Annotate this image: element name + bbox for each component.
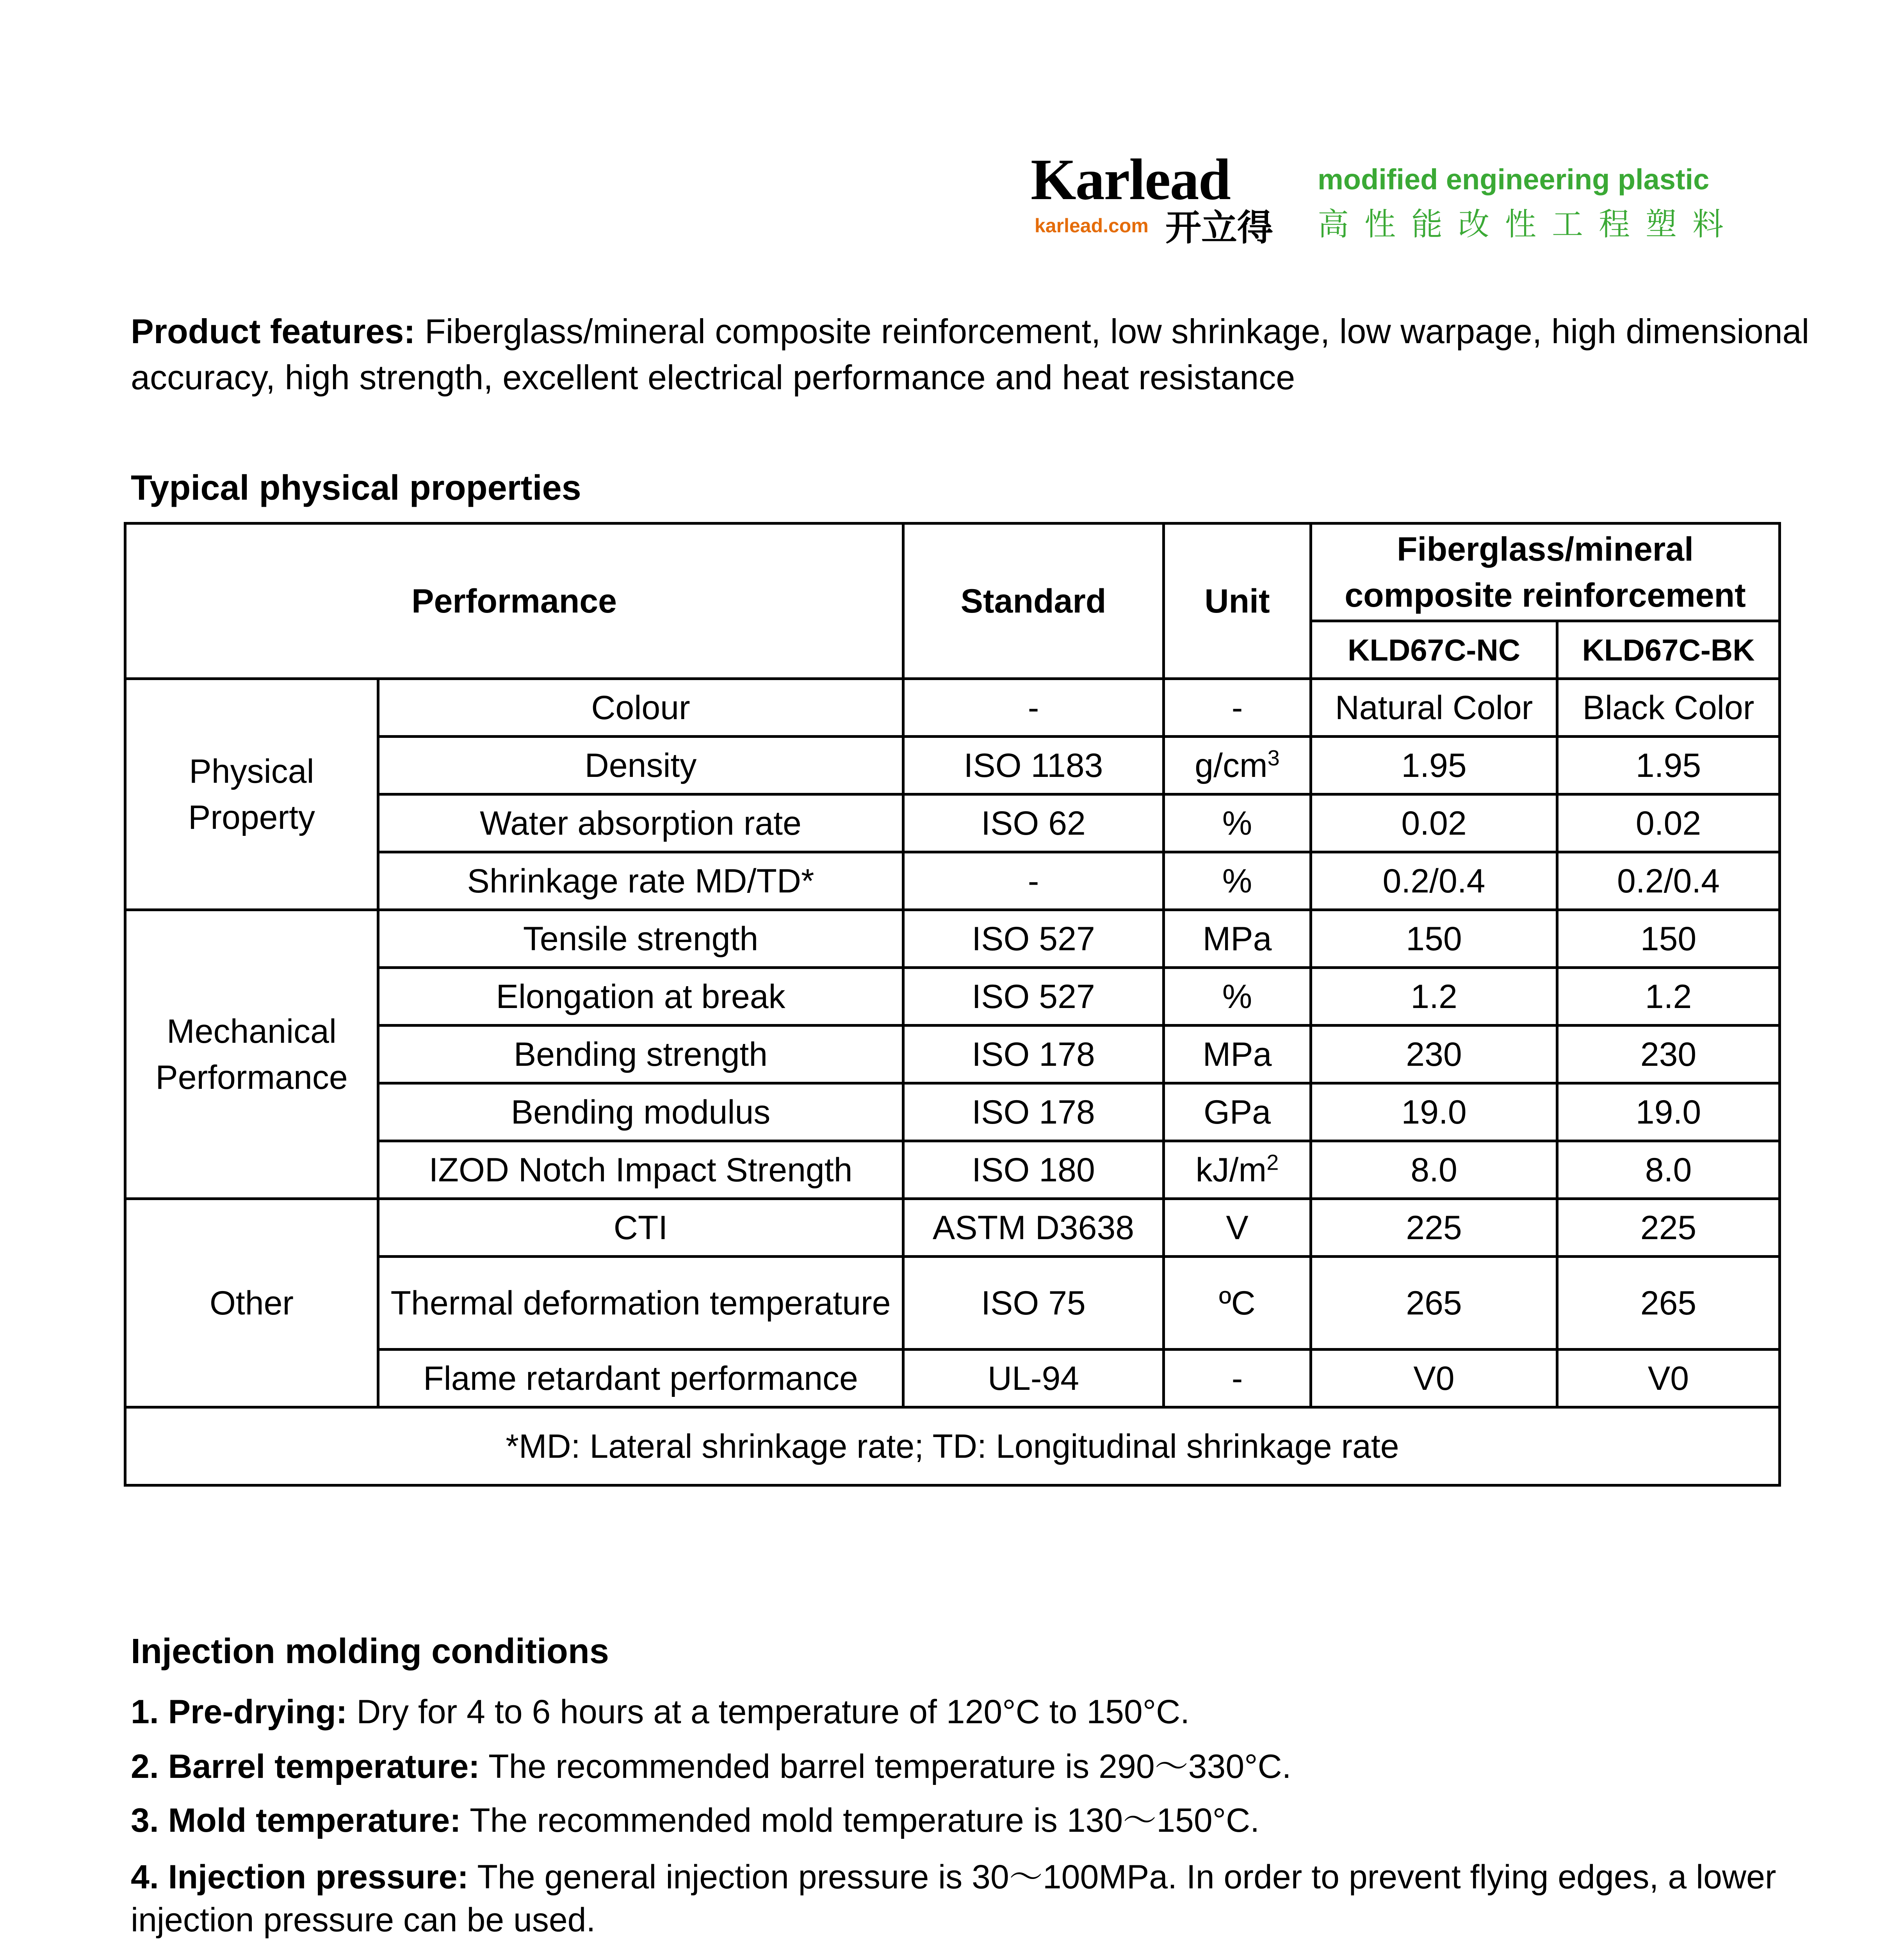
condition-text: The recommended barrel temperature is 290～330°C.: [479, 1748, 1291, 1785]
value-grade-2: Black Color: [1557, 679, 1780, 737]
value-grade-2: 230: [1557, 1026, 1780, 1083]
condition-item: [131, 1745, 1810, 1788]
unit-cell: [1164, 1141, 1311, 1199]
unit-text: GPa: [1203, 1093, 1271, 1131]
unit-cell: [1164, 910, 1311, 968]
value-grade-2: 19.0: [1557, 1083, 1780, 1141]
value-grade-2: 0.02: [1557, 794, 1780, 852]
value-grade-1: 265: [1311, 1257, 1557, 1350]
standard-cell: -: [903, 679, 1164, 737]
value-grade-2: 265: [1557, 1257, 1780, 1350]
standard-cell: ISO 527: [903, 910, 1164, 968]
unit-cell: [1164, 1026, 1311, 1083]
header-grade-1: KLD67C-NC: [1311, 621, 1557, 679]
unit-superscript: 3: [1267, 745, 1280, 770]
brand-name: Karlead: [1031, 147, 1230, 212]
table-row: [125, 1199, 1780, 1257]
value-grade-1: 1.95: [1311, 737, 1557, 794]
value-grade-1: 0.2/0.4: [1311, 852, 1557, 910]
unit-text: %: [1222, 804, 1252, 842]
value-grade-1: 0.02: [1311, 794, 1557, 852]
property-cell: Flame retardant performance: [378, 1350, 903, 1407]
features-label: Product features:: [131, 312, 415, 351]
condition-item: [131, 1690, 1810, 1733]
condition-label: 4. Injection pressure:: [131, 1858, 469, 1896]
property-cell: Bending modulus: [378, 1083, 903, 1141]
product-features: [131, 308, 1810, 401]
property-cell: Colour: [378, 679, 903, 737]
unit-cell: [1164, 1257, 1311, 1350]
table-row: [125, 679, 1780, 737]
property-cell: Shrinkage rate MD/TD*: [378, 852, 903, 910]
property-cell: IZOD Notch Impact Strength: [378, 1141, 903, 1199]
standard-cell: ISO 527: [903, 968, 1164, 1026]
unit-text: -: [1231, 1359, 1243, 1397]
value-grade-1: 1.2: [1311, 968, 1557, 1026]
condition-label: 1. Pre-drying:: [131, 1693, 347, 1731]
table-footnote: *MD: Lateral shrinkage rate; TD: Longitudinal shrinkage rate: [125, 1407, 1780, 1485]
property-cell: Tensile strength: [378, 910, 903, 968]
condition-text: Dry for 4 to 6 hours at a temperature of 120°C to 150°C.: [347, 1693, 1190, 1731]
value-grade-1: V0: [1311, 1350, 1557, 1407]
unit-cell: [1164, 737, 1311, 794]
value-grade-2: 1.95: [1557, 737, 1780, 794]
value-grade-2: 8.0: [1557, 1141, 1780, 1199]
group-label: Mechanical Performance: [125, 910, 378, 1199]
value-grade-2: 0.2/0.4: [1557, 852, 1780, 910]
unit-cell: [1164, 968, 1311, 1026]
standard-cell: ISO 178: [903, 1026, 1164, 1083]
unit-cell: [1164, 852, 1311, 910]
brand-logo: [1031, 147, 1753, 249]
value-grade-2: 225: [1557, 1199, 1780, 1257]
property-cell: Elongation at break: [378, 968, 903, 1026]
conditions-title: Injection molding conditions: [131, 1632, 609, 1671]
group-label: Other: [125, 1199, 378, 1407]
unit-text: g/cm: [1195, 746, 1268, 784]
unit-text: %: [1222, 862, 1252, 900]
brand-website: karlead.com: [1035, 215, 1149, 237]
features-text: Fiberglass/mineral composite reinforcement, low shrinkage, low warpage, high dimensional accuracy, high strength, excellent electrical performance and heat resistance: [131, 312, 1810, 397]
property-cell: Bending strength: [378, 1026, 903, 1083]
unit-cell: [1164, 679, 1311, 737]
unit-superscript: 2: [1266, 1149, 1279, 1174]
header-unit: Unit: [1164, 524, 1311, 679]
header-standard: Standard: [903, 524, 1164, 679]
unit-cell: [1164, 794, 1311, 852]
value-grade-1: Natural Color: [1311, 679, 1557, 737]
value-grade-1: 150: [1311, 910, 1557, 968]
standard-cell: UL-94: [903, 1350, 1164, 1407]
value-grade-1: 230: [1311, 1026, 1557, 1083]
header-group: Fiberglass/mineral composite reinforcement: [1311, 524, 1780, 621]
unit-text: kJ/m: [1195, 1151, 1267, 1189]
standard-cell: ISO 1183: [903, 737, 1164, 794]
unit-cell: [1164, 1199, 1311, 1257]
standard-cell: ISO 75: [903, 1257, 1164, 1350]
slogan-en: modified engineering plastic: [1318, 163, 1710, 196]
unit-text: ºC: [1219, 1284, 1256, 1322]
unit-cell: [1164, 1083, 1311, 1141]
unit-text: MPa: [1202, 1035, 1272, 1073]
value-grade-2: 1.2: [1557, 968, 1780, 1026]
standard-cell: ASTM D3638: [903, 1199, 1164, 1257]
standard-cell: ISO 180: [903, 1141, 1164, 1199]
condition-item: [131, 1799, 1810, 1842]
condition-label: 2. Barrel temperature:: [131, 1748, 480, 1785]
header-grade-2: KLD67C-BK: [1557, 621, 1780, 679]
slogan-cn: 高性能改性工程塑料: [1318, 206, 1739, 242]
table-row: [125, 910, 1780, 968]
group-label: Physical Property: [125, 679, 378, 910]
brand-name-cn: 开立得: [1165, 207, 1273, 249]
standard-cell: ISO 178: [903, 1083, 1164, 1141]
unit-text: -: [1231, 689, 1243, 727]
unit-text: V: [1226, 1209, 1249, 1247]
condition-text: The general injection pressure is 30～100MPa. In order to prevent flying edges, a lower injection pressure can be used.: [131, 1858, 1776, 1939]
properties-table: [124, 522, 1781, 1487]
condition-label: 3. Mold temperature:: [131, 1802, 461, 1839]
condition-text: The recommended mold temperature is 130～150°C.: [461, 1802, 1260, 1839]
standard-cell: ISO 62: [903, 794, 1164, 852]
value-grade-1: 225: [1311, 1199, 1557, 1257]
properties-title: Typical physical properties: [131, 468, 581, 508]
value-grade-2: V0: [1557, 1350, 1780, 1407]
value-grade-2: 150: [1557, 910, 1780, 968]
standard-cell: -: [903, 852, 1164, 910]
property-cell: CTI: [378, 1199, 903, 1257]
header-performance: Performance: [125, 524, 903, 679]
condition-item: [131, 1856, 1810, 1941]
unit-cell: [1164, 1350, 1311, 1407]
property-cell: Water absorption rate: [378, 794, 903, 852]
property-cell: Thermal deformation temperature: [378, 1257, 903, 1350]
unit-text: %: [1222, 978, 1252, 1015]
value-grade-1: 19.0: [1311, 1083, 1557, 1141]
value-grade-1: 8.0: [1311, 1141, 1557, 1199]
unit-text: MPa: [1202, 920, 1272, 958]
property-cell: Density: [378, 737, 903, 794]
